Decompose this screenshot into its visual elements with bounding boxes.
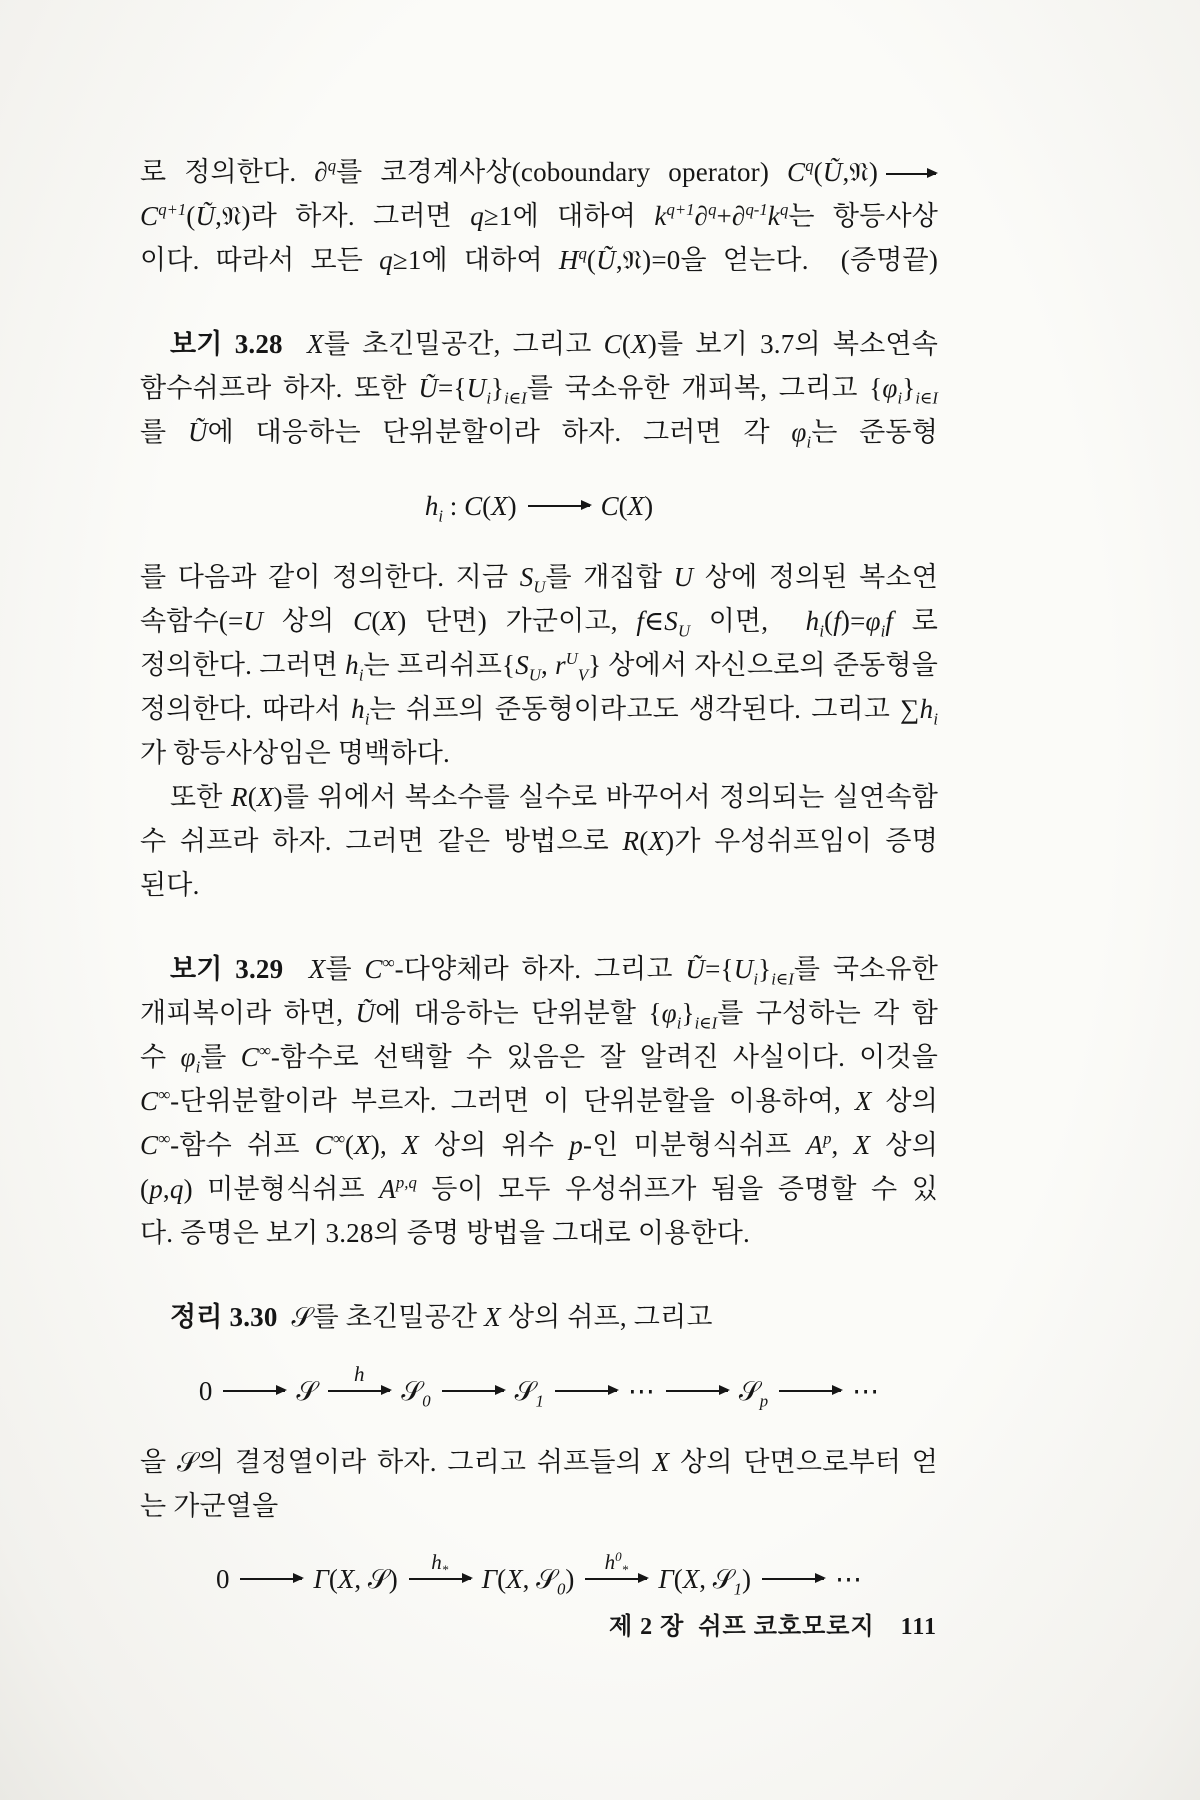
- text-line: 정의한다. 따라서 $h_i$는 쉬프의 준동형이라고도 생각된다. 그리고 $\sum h_i$: [140, 693, 938, 729]
- arrow-label: $h^0_*$: [604, 1549, 629, 1578]
- text-line: 수 $\varphi_i$를 C∞-함수로 선택할 수 있음은 잘 알려진 사실이다. 이것을: [140, 1040, 939, 1077]
- math-formula: [140, 1550, 938, 1607]
- text-line: 속함수(=U 상의 C(X) 단면) 가군이고, $f\in S_U$ 이면, $h_i(f)=\varphi_if$ 로: [140, 605, 939, 641]
- paragraph: [140, 150, 938, 282]
- right-arrow-icon: [223, 1390, 285, 1392]
- paragraph: [140, 555, 938, 775]
- formula-text: Γ(X, 𝒮): [313, 1564, 398, 1595]
- right-arrow-icon: [240, 1578, 302, 1580]
- formula-text: $h_i$ : C(X): [424, 490, 517, 526]
- right-arrow-icon: [555, 1390, 617, 1392]
- text-line: 다. 증명은 보기 3.28의 증명 방법을 그대로 이용한다.: [140, 1217, 750, 1248]
- formula-text: ⋯: [627, 1375, 655, 1406]
- right-arrow-icon: [666, 1390, 728, 1392]
- right-arrow-icon: [528, 505, 590, 507]
- text-line: 이다. 따라서 모든 q≥1에 대하여 $H^q(Ũ,𝔑)=0$을 얻는다. (증명끝): [140, 244, 939, 275]
- formula-text: 𝒮: [296, 1375, 318, 1406]
- arrow-label: $h_*$: [431, 1550, 449, 1578]
- footer-chapter-title: 제 2 장 쉬프 코호모로지: [608, 1614, 875, 1640]
- text-line: 수 쉬프라 하자. 그러면 같은 방법으로 R(X)가 우성쉬프임이 증명: [140, 825, 938, 856]
- formula-text: Γ(X, 𝒮$_1$): [658, 1564, 752, 1599]
- formula-text: Γ(X, 𝒮$_0$): [481, 1564, 575, 1599]
- text-line: 정의한다. 그러면 $h_i$는 프리쉬프{$S_U$, $r^U_V$} 상에서 자신으로의 준동형을: [140, 648, 938, 685]
- text-line: 정리 3.30 𝒮를 초긴밀공간 X 상의 쉬프, 그리고: [170, 1301, 713, 1332]
- formula-text: 0: [215, 1564, 230, 1595]
- text-line: 가 항등사상임은 명백하다.: [140, 737, 450, 768]
- paragraph: [140, 1295, 938, 1339]
- footer-page-number: 111: [900, 1614, 937, 1640]
- arrow-label: h: [354, 1361, 365, 1386]
- text-line: 된다.: [140, 869, 200, 900]
- paragraph: [140, 1440, 938, 1528]
- paragraph: [140, 322, 938, 454]
- right-arrow-icon: [762, 1578, 824, 1580]
- text-line: 로 정의한다. ∂$^q$를 코경계사상(coboundary operator) $C^q(Ũ,𝔑)$: [140, 150, 938, 194]
- paragraph: [140, 947, 938, 1255]
- footer: [609, 1606, 937, 1641]
- text-line: (p,q) 미분형식쉬프 A$^{p,q}$ 등이 모두 우성쉬프가 됨을 증명할 수 있: [140, 1172, 938, 1204]
- formula-text: 𝒮$_0$: [401, 1375, 431, 1410]
- math-formula: [140, 476, 938, 533]
- text-line: 또한 R(X)를 위에서 복소수를 실수로 바꾸어서 정의되는 실연속함: [170, 781, 938, 812]
- text-line: 보기 3.28 X를 초긴밀공간, 그리고 C(X)를 보기 3.7의 복소연속: [170, 329, 938, 359]
- page-content: [140, 150, 938, 1628]
- formula-text: 0: [198, 1375, 213, 1406]
- text-line: C∞-단위분할이라 부르자. 그러면 이 단위분할을 이용하여, X 상의: [140, 1084, 939, 1116]
- text-line: 함수쉬프라 하자. 또한 $Ũ=\{U_i\}_{i\in I}$를 국소유한 개피복, 그리고 $\{\varphi_i\}_{i\in I}$: [140, 373, 938, 408]
- text-line: $C^{q+1}(Ũ,𝔑)$라 하자. 그러면 q≥1에 대하여 $k^{q+1}\partial^q+\partial^{q-1}k^q$는 항등사상: [140, 200, 939, 231]
- text-line: 을 𝒮의 결정열이라 하자. 그리고 쉬프들의 X 상의 단면으로부터 얻: [140, 1446, 938, 1477]
- right-arrow-icon: [779, 1390, 841, 1392]
- right-arrow-icon: [886, 173, 936, 175]
- formula-text: C(X): [600, 490, 654, 521]
- right-arrow-icon: [328, 1361, 390, 1392]
- text-line: C∞-함수 쉬프 C∞(X), X 상의 위수 p-인 미분형식쉬프 $A^p$, X 상의: [140, 1128, 938, 1160]
- formula-text: 𝒮$_1$: [514, 1375, 544, 1410]
- formula-text: ⋯: [852, 1375, 880, 1406]
- text-line: 는 가군열을: [140, 1490, 279, 1521]
- right-arrow-icon: [409, 1550, 471, 1580]
- right-arrow-icon: [585, 1549, 647, 1580]
- formula-text: ⋯: [835, 1564, 863, 1595]
- text-line: 보기 3.29 X를 C∞-다양체라 하자. 그리고 $Ũ=\{U_i\}_{i\in I}$를 국소유한: [170, 952, 938, 989]
- math-formula: [140, 1361, 938, 1418]
- text-line: 를 Ũ에 대응하는 단위분할이라 하자. 그러면 각 $\varphi_i$는 준동형: [140, 417, 938, 452]
- formula-text: 𝒮$_p$: [738, 1375, 769, 1410]
- right-arrow-icon: [442, 1390, 504, 1392]
- text-line: 를 다음과 같이 정의한다. 지금 $S_U$를 개집합 U 상에 정의된 복소연: [140, 561, 938, 597]
- paragraph: [140, 775, 938, 907]
- text-line: 개피복이라 하면, Ũ에 대응하는 단위분할 $\{\varphi_i\}_{i\in I}$를 구성하는 각 함: [140, 997, 938, 1033]
